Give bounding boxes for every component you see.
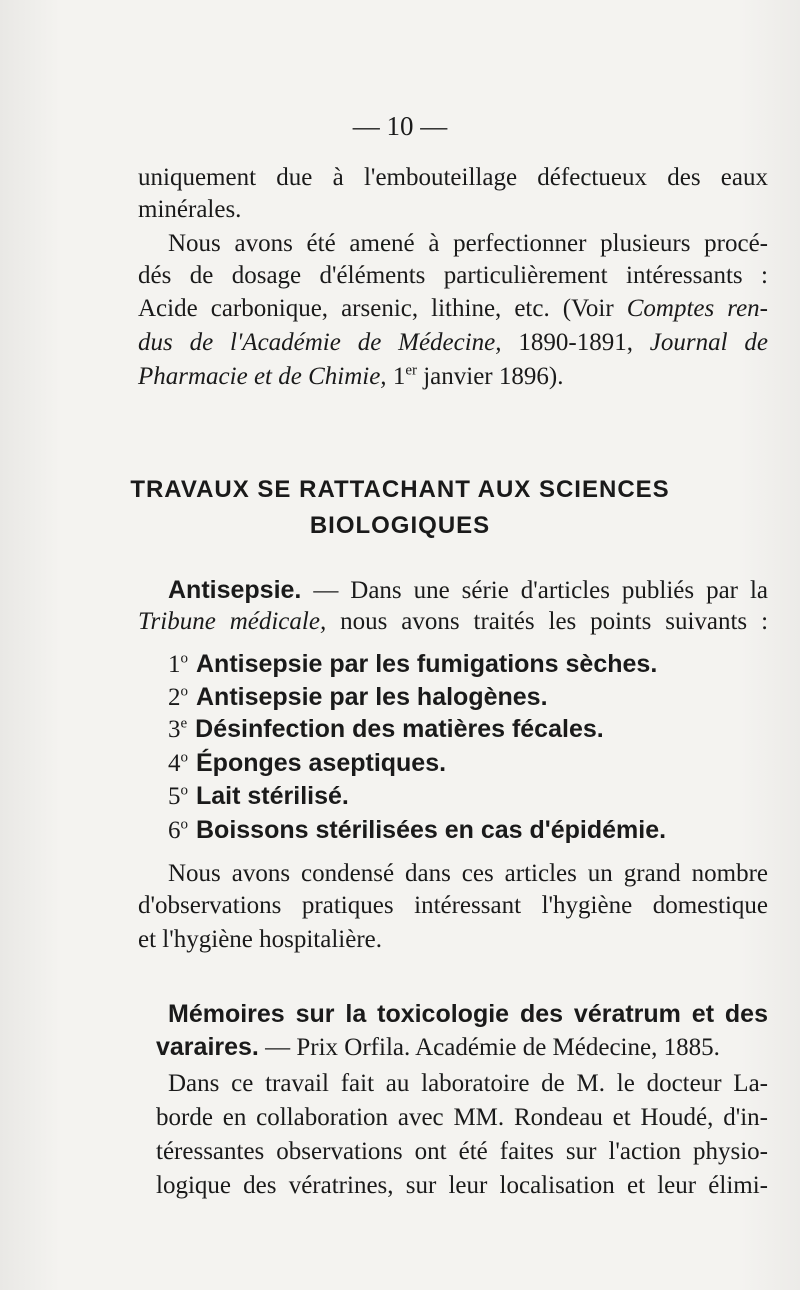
italic-span: Journal de xyxy=(649,329,769,356)
list-item xyxy=(168,814,800,847)
list-item xyxy=(168,713,800,746)
list-item-text: Lait stérilisé. xyxy=(196,782,349,810)
text-line: et l'hygiène hospitalière. xyxy=(138,926,383,953)
text-line: dés de dosage d'éléments particulièrement intéressants : xyxy=(138,262,768,289)
list-item xyxy=(168,648,800,681)
superscript: er xyxy=(405,362,417,379)
text-span: Acide carbonique, arsenic, lithine, etc. (Voir xyxy=(138,295,614,322)
list-item-text: Désinfection des matières fécales. xyxy=(195,715,604,743)
list-item xyxy=(168,681,800,714)
text-line: d'observations pratiques intéressant l'hygiène domestique xyxy=(138,892,768,919)
superscript: o xyxy=(180,749,188,766)
list-number: 4 xyxy=(168,750,181,777)
list-item-text: Antisepsie par les halogènes. xyxy=(196,683,548,711)
text-span: janvier 1896). xyxy=(423,363,564,390)
list-item xyxy=(168,780,800,813)
section-heading: TRAVAUX SE RATTACHANT AUX SCIENCES xyxy=(130,476,670,503)
text-line: uniquement due à l'embouteillage défectueux des eaux xyxy=(138,164,768,191)
italic-span: dus de l'Académie de Médecine, xyxy=(138,329,502,356)
superscript: o xyxy=(180,683,188,700)
italic-span: Pharmacie et de Chimie, xyxy=(138,363,387,390)
list-number: 1 xyxy=(168,651,181,678)
list-number: 5 xyxy=(168,783,181,810)
list-number: 6 xyxy=(168,817,181,844)
text-line: logique des vératrines, sur leur localisation et leur élimi- xyxy=(156,1172,768,1199)
text-line xyxy=(138,606,768,638)
text-line: téressantes observations ont été faites sur l'action physio- xyxy=(156,1138,768,1165)
list-number: 3 xyxy=(168,716,181,743)
text-span: 1 xyxy=(392,363,406,390)
italic-span: Tribune médicale, xyxy=(138,608,327,635)
text-span: nous avons traités les points suivants : xyxy=(340,608,769,635)
text-line: Nous avons été amené à perfectionner plusieurs procé- xyxy=(168,230,768,257)
text-line: borde en collaboration avec MM. Rondeau et Houdé, d'in- xyxy=(156,1104,768,1131)
text-line: minérales. xyxy=(138,196,242,223)
text-span: — Dans une série d'articles publiés par la xyxy=(313,577,768,604)
section-heading: BIOLOGIQUES xyxy=(309,512,491,539)
text-line: Dans ce travail fait au laboratoire de M. le docteur La- xyxy=(168,1070,768,1097)
text-line xyxy=(138,327,768,359)
text-line xyxy=(138,361,768,393)
superscript: o xyxy=(180,782,188,799)
superscript: o xyxy=(180,650,188,667)
section-title: Mémoires sur la toxicologie des vératrum et des xyxy=(168,1000,768,1028)
superscript: e xyxy=(180,715,188,732)
text-line xyxy=(138,293,768,325)
text-line xyxy=(156,1031,768,1064)
page-number: — 10 — xyxy=(352,111,448,141)
list-item xyxy=(168,747,800,780)
list-item-text: Antisepsie par les fumigations sèches. xyxy=(196,650,658,678)
text-line: Nous avons condensé dans ces articles un grand nombre xyxy=(168,860,768,887)
run-in-title: varaires. xyxy=(156,1033,259,1061)
text-line xyxy=(168,574,768,607)
text-span: — Prix Orfila. Académie de Médecine, 1885. xyxy=(265,1034,720,1061)
list-number: 2 xyxy=(168,684,181,711)
superscript: o xyxy=(180,816,188,833)
list-item-text: Éponges aseptiques. xyxy=(196,749,447,777)
text-span: 1890-1891, xyxy=(518,329,633,356)
run-in-title: Antisepsie. xyxy=(168,576,302,604)
list-item-text: Boissons stérilisées en cas d'épidémie. xyxy=(196,816,667,844)
italic-span: Comptes ren- xyxy=(626,295,768,322)
